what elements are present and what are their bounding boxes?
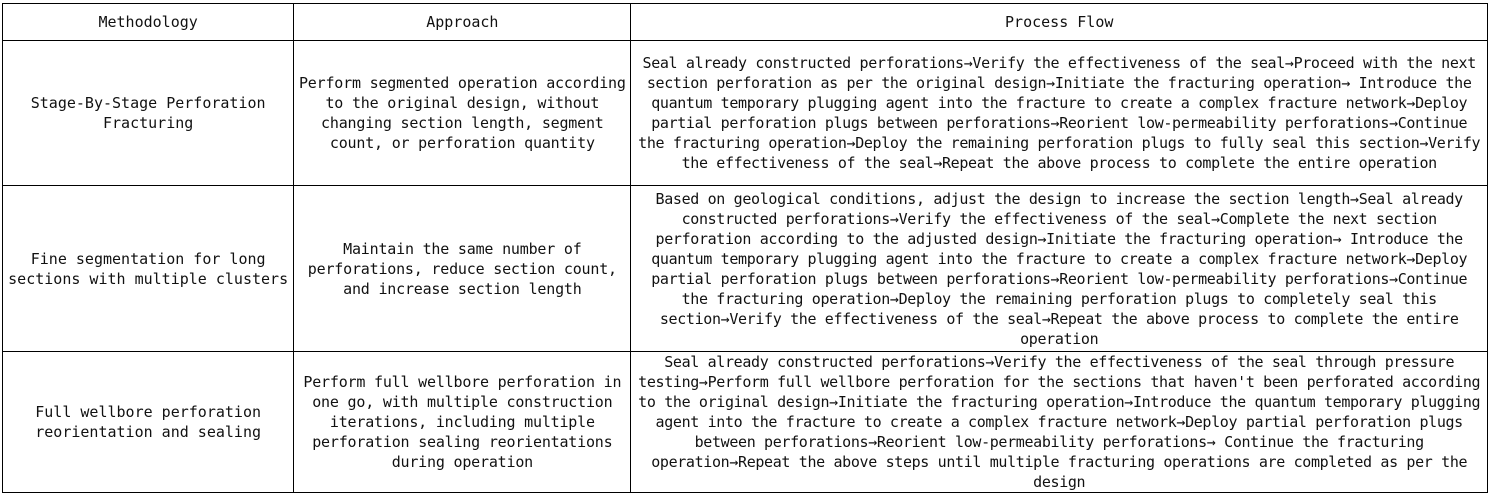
methodology-cell: Full wellbore perforation reorientation and sealing (3, 352, 294, 493)
table-row (3, 352, 1488, 493)
approach-cell: Perform segmented operation according to the original design, without changing section length, segment count, or perforation quantity (294, 41, 631, 186)
process-flow-cell: Based on geological conditions, adjust the design to increase the section length→Seal already constructed perforations→Verify the effectiveness of the seal→Complete the next section perforation according to the adjusted design→Initiate the fracturing operation→ Introduce the quantum temporary plugging agent into the fracture to create a complex fracture network→Deploy partial perforation plugs between perforations→Reorient low-permeability perforations→Continue the fracturing operation→Deploy the remaining perforation plugs to completely seal this section→Verify the effectiveness of the seal→Repeat the above process to complete the entire operation (631, 186, 1488, 352)
header-methodology: Methodology (3, 4, 294, 41)
approach-cell: Maintain the same number of perforations, reduce section count, and increase section length (294, 186, 631, 352)
process-flow-cell: Seal already constructed perforations→Verify the effectiveness of the seal→Proceed with the next section perforation as per the original design→Initiate the fracturing operation→ Introduce the quantum temporary plugging agent into the fracture to create a complex fracture network→Deploy partial perforation plugs between perforations→Reorient low-permeability perforations→Continue the fracturing operation→Deploy the remaining perforation plugs to fully seal this section→Verify the effectiveness of the seal→Repeat the above process to complete the entire operation (631, 41, 1488, 186)
approach-cell: Perform full wellbore perforation in one go, with multiple construction iterations, including multiple perforation sealing reorientations during operation (294, 352, 631, 493)
methodology-table (2, 3, 1488, 493)
table-row (3, 186, 1488, 352)
methodology-cell: Fine segmentation for long sections with multiple clusters (3, 186, 294, 352)
process-flow-cell: Seal already constructed perforations→Verify the effectiveness of the seal through pressure testing→Perform full wellbore perforation for the sections that haven't been perforated according to the original design→Initiate the fracturing operation→Introduce the quantum temporary plugging agent into the fracture to create a complex fracture network→Deploy partial perforation plugs between perforations→Reorient low-permeability perforations→ Continue the fracturing operation→Repeat the above steps until multiple fracturing operations are completed as per the design (631, 352, 1488, 493)
header-process-flow: Process Flow (631, 4, 1488, 41)
header-row (3, 4, 1488, 41)
methodology-cell: Stage-By-Stage Perforation Fracturing (3, 41, 294, 186)
header-approach: Approach (294, 4, 631, 41)
table-row (3, 41, 1488, 186)
